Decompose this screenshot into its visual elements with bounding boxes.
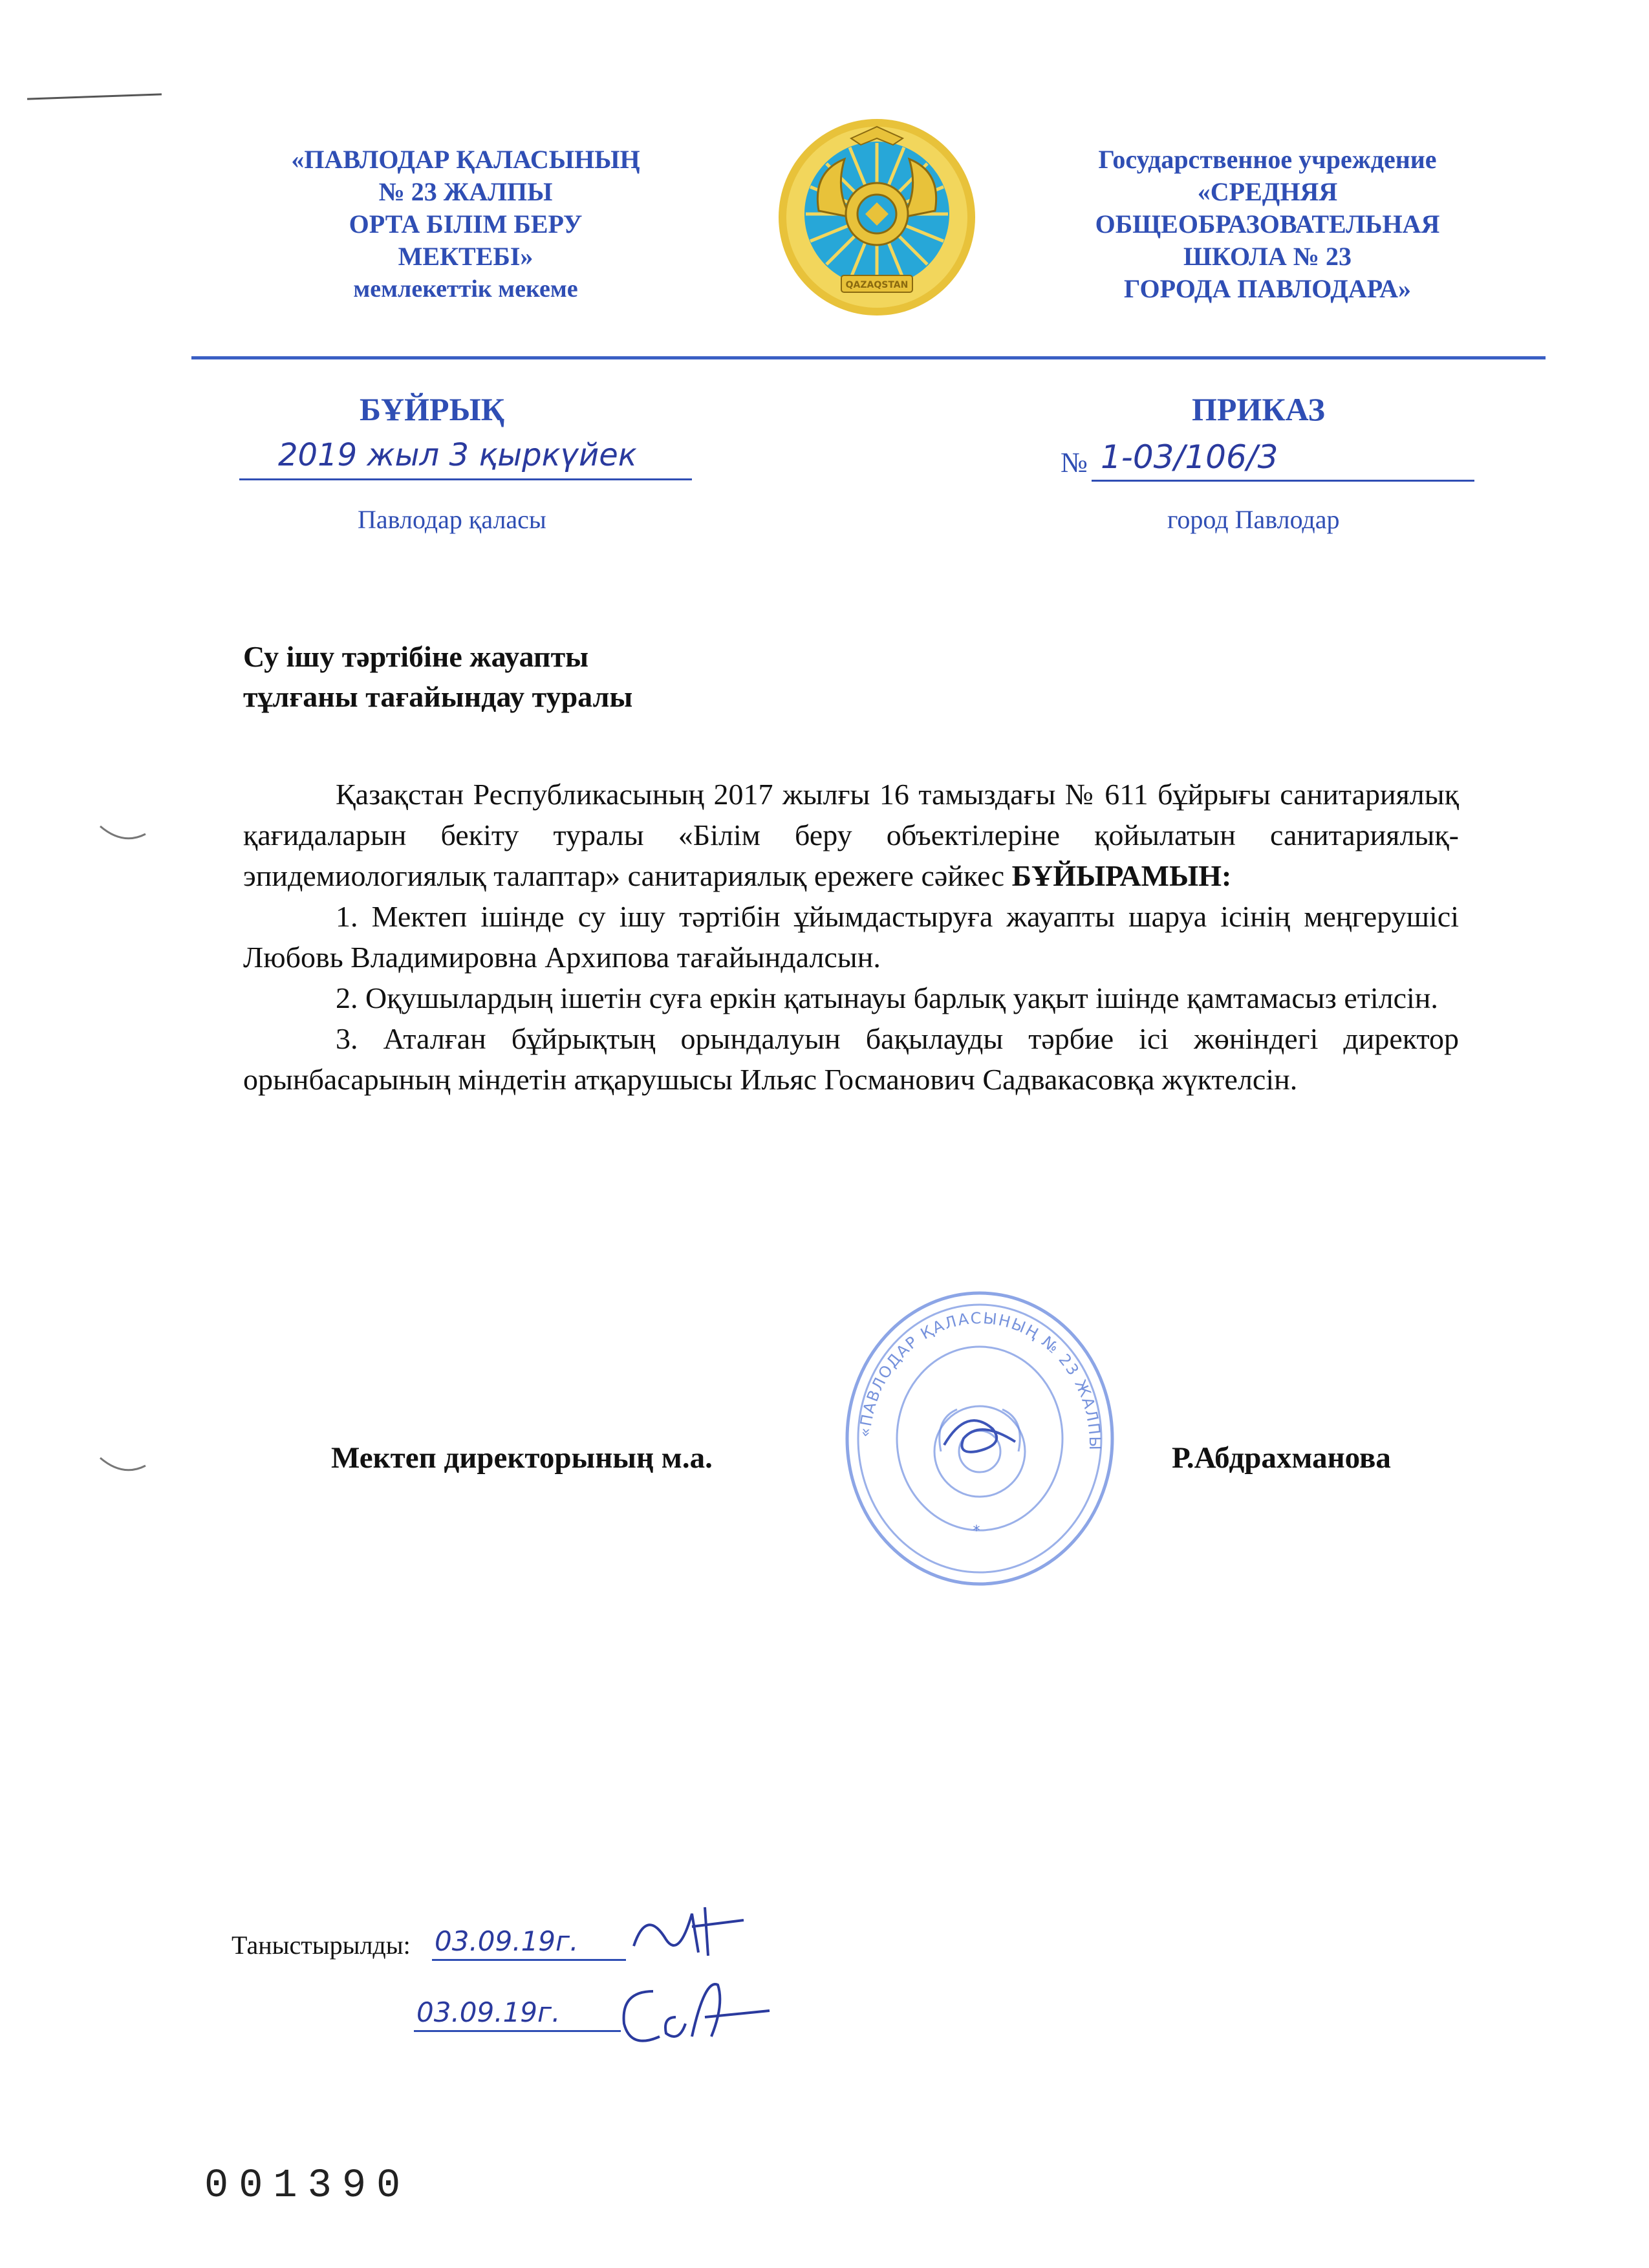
seal-icon xyxy=(844,1290,1116,1587)
order-number: 1-03/106/3 xyxy=(1101,438,1278,476)
familiarized-signature-1 xyxy=(627,1894,757,1965)
header-left xyxy=(246,144,685,305)
order-number-block xyxy=(1061,437,1474,482)
body-intro xyxy=(243,774,1459,896)
body-item: 3. Аталған бұйрықтың орындалуын бақылауды тәрбие ісі жөніндегі директор орынбасарының міндетін атқарушысы Ильяс Госманович Садвакасовқа жүктелсін. xyxy=(243,1022,1459,1096)
header-divider xyxy=(191,356,1546,359)
document-serial: 001390 xyxy=(204,2163,411,2209)
familiarized-entry-line xyxy=(414,1989,621,2032)
familiarized-entry: 03.09.19г. xyxy=(435,1925,579,1957)
header-left-sub: мемлекеттік мекеме xyxy=(353,275,578,303)
order-title-kz: БҰЙРЫҚ xyxy=(360,391,504,427)
header-left-line: МЕКТЕБІ» xyxy=(398,242,534,271)
header-right-line: ОБЩЕОБРАЗОВАТЕЛЬНАЯ xyxy=(1095,209,1440,239)
familiarized-entry: 03.09.19г. xyxy=(416,1996,561,2028)
subject-line: тұлғаны тағайындау туралы xyxy=(243,680,633,713)
order-date: 2019 жыл 3 қыркүйек xyxy=(278,437,637,473)
state-emblem xyxy=(773,114,980,321)
emblem-caption: QAZAQSTAN xyxy=(845,280,909,290)
order-date-line xyxy=(239,434,692,480)
subject-line: Су ішу тәртібіне жауапты xyxy=(243,640,589,673)
header-left-line: № 23 ЖАЛПЫ xyxy=(378,177,553,206)
body-intro-bold: БҰЙЫРАМЫН: xyxy=(1011,859,1232,892)
punch-mark-top xyxy=(97,820,149,846)
order-number-line xyxy=(1092,437,1474,482)
header-right-line: Государственное учреждение xyxy=(1098,145,1437,174)
header-right xyxy=(1048,144,1487,305)
city-ru: город Павлодар xyxy=(1167,505,1340,534)
corner-mark xyxy=(27,93,162,100)
header-right-line: ГОРОДА ПАВЛОДАРА» xyxy=(1124,274,1411,303)
signature-name: Р.Абдрахманова xyxy=(1172,1441,1391,1475)
order-title-ru: ПРИКАЗ xyxy=(1192,391,1325,427)
order-subject xyxy=(243,637,632,717)
svg-text:«ПАВЛОДАР ҚАЛАСЫНЫҢ № 23 ЖАЛПЫ xyxy=(844,1290,1104,1451)
header-left-line: ОРТА БІЛІМ БЕРУ xyxy=(349,209,583,239)
signature-position: Мектеп директорының м.а. xyxy=(331,1441,713,1475)
body-item: 2. Оқушылардың ішетін суға еркін қатынауы барлық уақыт ішінде қамтамасыз етілсін. xyxy=(336,981,1438,1014)
seal-text: «ПАВЛОДАР ҚАЛАСЫНЫҢ № 23 ЖАЛПЫ xyxy=(856,1309,1105,1451)
familiarized-signature-2 xyxy=(614,1965,782,2062)
header-right-line: ШКОЛА № 23 xyxy=(1183,242,1352,271)
order-number-prefix: № xyxy=(1061,447,1088,478)
body-item: 1. Мектеп ішінде су ішу тәртібін ұйымдастыруға жауапты шаруа ісінің меңгерушісі Любовь Владимировна Архипова тағайындалсын. xyxy=(243,900,1459,974)
order-body xyxy=(243,774,1459,1100)
familiarized-label: Таныстырылды: xyxy=(232,1931,411,1960)
emblem-icon xyxy=(773,114,980,321)
official-seal xyxy=(844,1290,1116,1587)
city-kz: Павлодар қаласы xyxy=(358,505,546,534)
punch-mark-bottom xyxy=(97,1451,149,1477)
header-right-line: «СРЕДНЯЯ xyxy=(1197,177,1338,206)
seal-star: * xyxy=(973,1523,980,1539)
familiarized-entry-line xyxy=(432,1920,626,1961)
body-intro-text: Қазақстан Республикасының 2017 жылғы 16 тамыздағы № 611 бұйрығы санитариялық қағидаларын бекіту туралы «Білім беру объектілеріне қойылатын санитариялық-эпидемиологиялық талаптар» санитариялық ережеге сәйкес xyxy=(243,778,1459,892)
header-left-line: «ПАВЛОДАР ҚАЛАСЫНЫҢ xyxy=(291,145,640,174)
